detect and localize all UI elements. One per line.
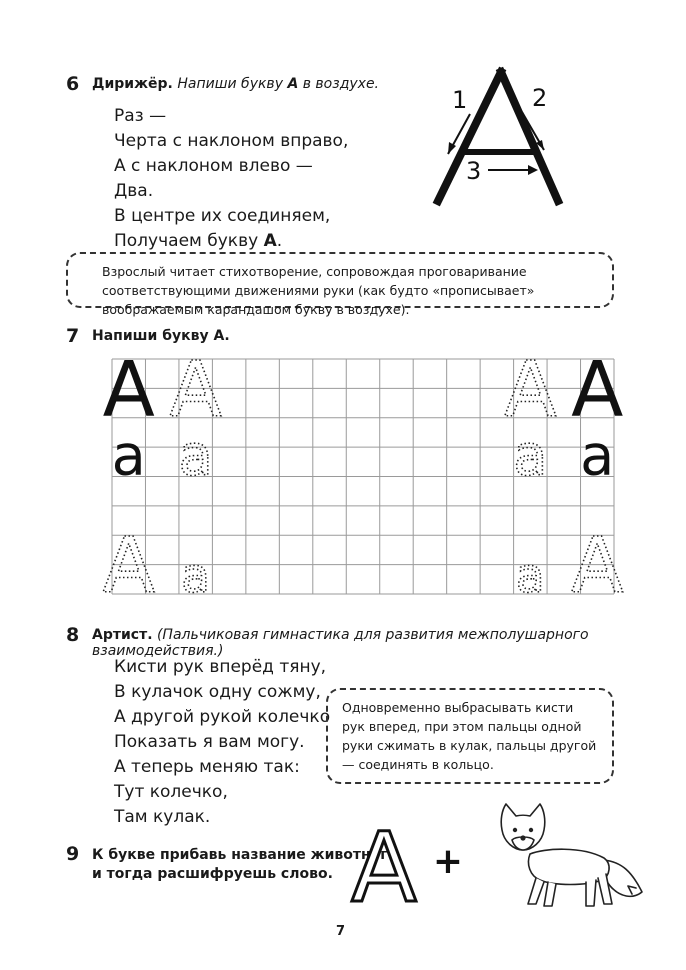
task-6-instruction-pre: Напиши букву <box>177 76 283 92</box>
fox-eye-icon <box>513 828 517 832</box>
fox-leg-icon <box>586 880 596 906</box>
trace-letter: а <box>513 423 548 489</box>
task-8-number: 8 <box>66 624 80 646</box>
fox-nose-icon <box>520 835 525 840</box>
poem-line: Раз — <box>114 106 167 126</box>
task-6-number: 6 <box>66 73 80 95</box>
poem-line-last: Получаем букву А. <box>114 231 283 251</box>
task-6-title: Дирижёр. <box>92 76 173 92</box>
poem-line: В центре их соединяем, <box>114 206 331 226</box>
task-8-note: Одновременно выбрасывать кисти рук вперед, при этом пальцы одной руки сжимать в кулак, пальцы другой — соединять в кольцо. <box>326 688 614 784</box>
poem-line: Кисти рук вперёд тяну, <box>114 657 327 677</box>
page-number: 7 <box>336 924 346 939</box>
task-6-note: Взрослый читает стихотворение, сопровождая проговаривание соответствующими движениями руки (как будто «прописывает» воображаемым карандашом букву в воздухе). <box>66 252 614 308</box>
task-9-equation <box>351 812 464 924</box>
fox-leg-icon <box>544 882 556 906</box>
trace-letter: а <box>181 549 211 604</box>
task-6-heading <box>92 76 379 92</box>
sample-letter: а <box>111 423 146 489</box>
outlined-letter-a: А <box>351 812 417 924</box>
poem-line: Два. <box>114 181 154 201</box>
task-9-number: 9 <box>66 843 80 865</box>
fox-leg-icon <box>528 878 544 904</box>
poem-line: Там кулак. <box>114 807 211 827</box>
fox-body-icon <box>528 849 609 884</box>
plus-sign: + <box>432 841 464 882</box>
trace-letter: А <box>102 522 155 611</box>
sample-letter: а <box>580 423 615 489</box>
letter-a-stroke-diagram <box>420 62 580 212</box>
task-9-heading: К букве прибавь название животного и тогда расшифруешь слово. <box>92 847 398 882</box>
poem-line: А другой рукой колечко <box>114 707 331 727</box>
poem-line: А теперь меняю так: <box>114 757 300 777</box>
poem-line: А с наклоном влево — <box>114 156 313 176</box>
sample-letter: А <box>102 345 155 435</box>
sample-letter: А <box>571 345 624 435</box>
task-8-title: Артист. <box>92 627 153 643</box>
task-7-heading: Напиши букву А. <box>92 328 230 344</box>
grid-letters <box>103 346 624 611</box>
stroke-label-3: 3 <box>466 157 482 185</box>
task-7-number: 7 <box>66 325 80 347</box>
trace-letter: А <box>571 522 624 611</box>
arrow-1-head-icon <box>448 142 456 154</box>
poem-line: Показать я вам могу. <box>114 732 305 752</box>
trace-letter: а <box>178 423 213 489</box>
arrow-3-head-icon <box>528 165 538 175</box>
task-8-subtitle: (Пальчиковая гимнастика для развития межполушарного взаимодействия.) <box>92 627 589 659</box>
task-8-poem <box>114 655 330 830</box>
task-6-instruction-post: в воздухе. <box>302 76 380 92</box>
poem-line: Тут колечко, <box>114 782 228 802</box>
stroke-label-1: 1 <box>452 86 468 114</box>
task-6-instruction-letter: А <box>287 76 299 92</box>
stroke-label-2: 2 <box>532 84 548 112</box>
poem-line: В кулачок одну сожму, <box>114 682 321 702</box>
poem-line: Черта с наклоном вправо, <box>114 131 349 151</box>
fox-eye-icon <box>529 828 533 832</box>
letter-practice-grid <box>102 345 624 611</box>
trace-letter: А <box>169 345 222 435</box>
fox-drawing <box>482 800 657 915</box>
task-6-poem <box>114 104 348 254</box>
stroke-right <box>501 72 558 201</box>
trace-letter: А <box>504 345 557 435</box>
trace-letter: а <box>515 549 545 604</box>
